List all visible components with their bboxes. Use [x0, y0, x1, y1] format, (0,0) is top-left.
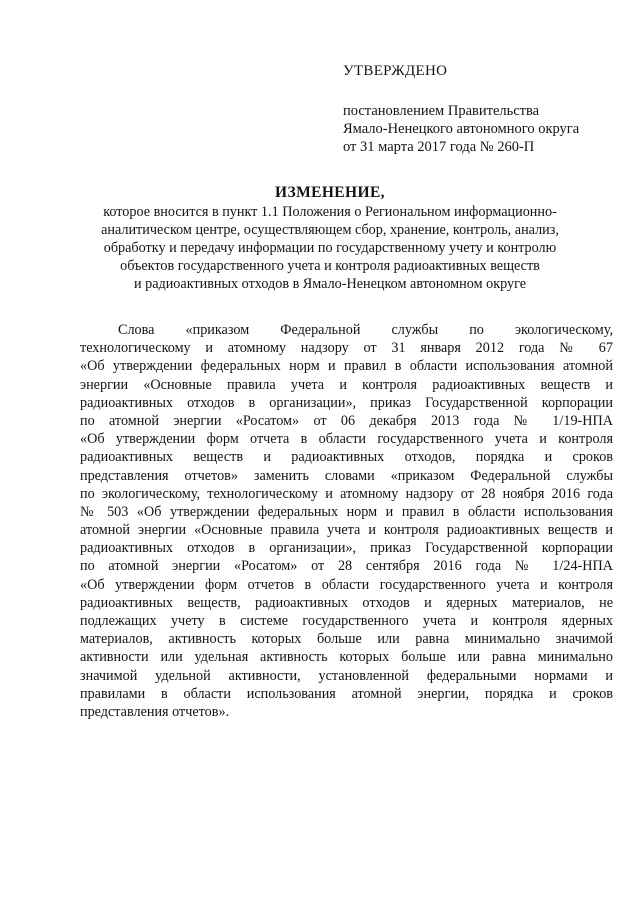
- body-line: представления отчетов».: [80, 703, 230, 720]
- approval-line-1: постановлением Правительства: [343, 103, 540, 119]
- body-line: активности или удельная активность которых больше или равна минимально: [80, 649, 613, 666]
- body-line: подлежащих учету в системе государственного учета и контроля ядерных: [80, 613, 613, 629]
- approved-stamp-text: УТВЕРЖДЕНО: [343, 63, 448, 79]
- subtitle-line: объектов государственного учета и контроля радиоактивных веществ: [120, 258, 540, 274]
- body-line: энергии «Основные правила учета и контроля радиоактивных веществ и: [80, 376, 613, 393]
- body-line: Слова «приказом Федеральной службы по экологическому,: [118, 322, 613, 338]
- body-line: «Об утверждении федеральных норм и правил в области использования атомной: [80, 358, 613, 375]
- body-line: № 503 «Об утверждении федеральных норм и правил в области использования: [80, 503, 613, 520]
- body-line: значимой удельной активности, установленной федеральными нормами и: [80, 667, 613, 684]
- subtitle-line: и радиоактивных отходов в Ямало-Ненецком автономном округе: [133, 276, 527, 292]
- body-line: радиоактивных веществ и радиоактивных отходов, порядка и сроков: [80, 449, 613, 466]
- approval-line-2: Ямало-Ненецкого автономного округа: [343, 121, 580, 137]
- subtitle-line: которое вносится в пункт 1.1 Положения о Региональном информационно-: [103, 204, 557, 220]
- subtitle-line: аналитическом центре, осуществляющем сбор, хранение, контроль, анализ,: [101, 222, 559, 238]
- body-line: материалов, активность которых больше или равна минимально значимой: [80, 631, 613, 648]
- body-line: представления отчетов» заменить словами «приказом Федеральной службы: [80, 467, 613, 484]
- document-title: ИЗМЕНЕНИЕ,: [275, 184, 385, 201]
- body-line: по атомной энергии «Росатом» от 28 сентября 2016 года № 1/24-НПА: [80, 558, 613, 575]
- body-line: по атомной энергии «Росатом» от 06 декабря 2013 года № 1/19-НПА: [80, 412, 613, 429]
- body-line: «Об утверждении форм отчета в области государственного учета и контроля: [80, 431, 613, 448]
- approval-line-3: от 31 марта 2017 года № 260-П: [343, 139, 535, 155]
- subtitle-line: обработку и передачу информации по государственному учету и контролю: [103, 240, 557, 256]
- body-line: радиоактивных отходов в организации», приказ Государственной корпорации: [80, 540, 613, 557]
- body-line: «Об утверждении форм отчетов в области государственного учета и контроля: [80, 576, 613, 593]
- body-line: технологическому и атомному надзору от 31 января 2012 года № 67: [80, 340, 613, 357]
- body-line: радиоактивных отходов в организации», приказ Государственной корпорации: [80, 394, 613, 411]
- body-line: правилами в области использования атомной энергии, порядка и сроков: [80, 685, 613, 702]
- approval-block: [343, 62, 623, 156]
- body-line: по экологическому, технологическому и атомному надзору от 28 ноября 2016 года: [80, 485, 613, 502]
- document-heading: [80, 183, 580, 293]
- body-paragraph: [80, 321, 613, 721]
- body-line: радиоактивных веществ, радиоактивных отходов и ядерных материалов, не: [80, 594, 613, 611]
- body-line: атомной энергии «Основные правила учета и контроля радиоактивных веществ и: [80, 522, 613, 539]
